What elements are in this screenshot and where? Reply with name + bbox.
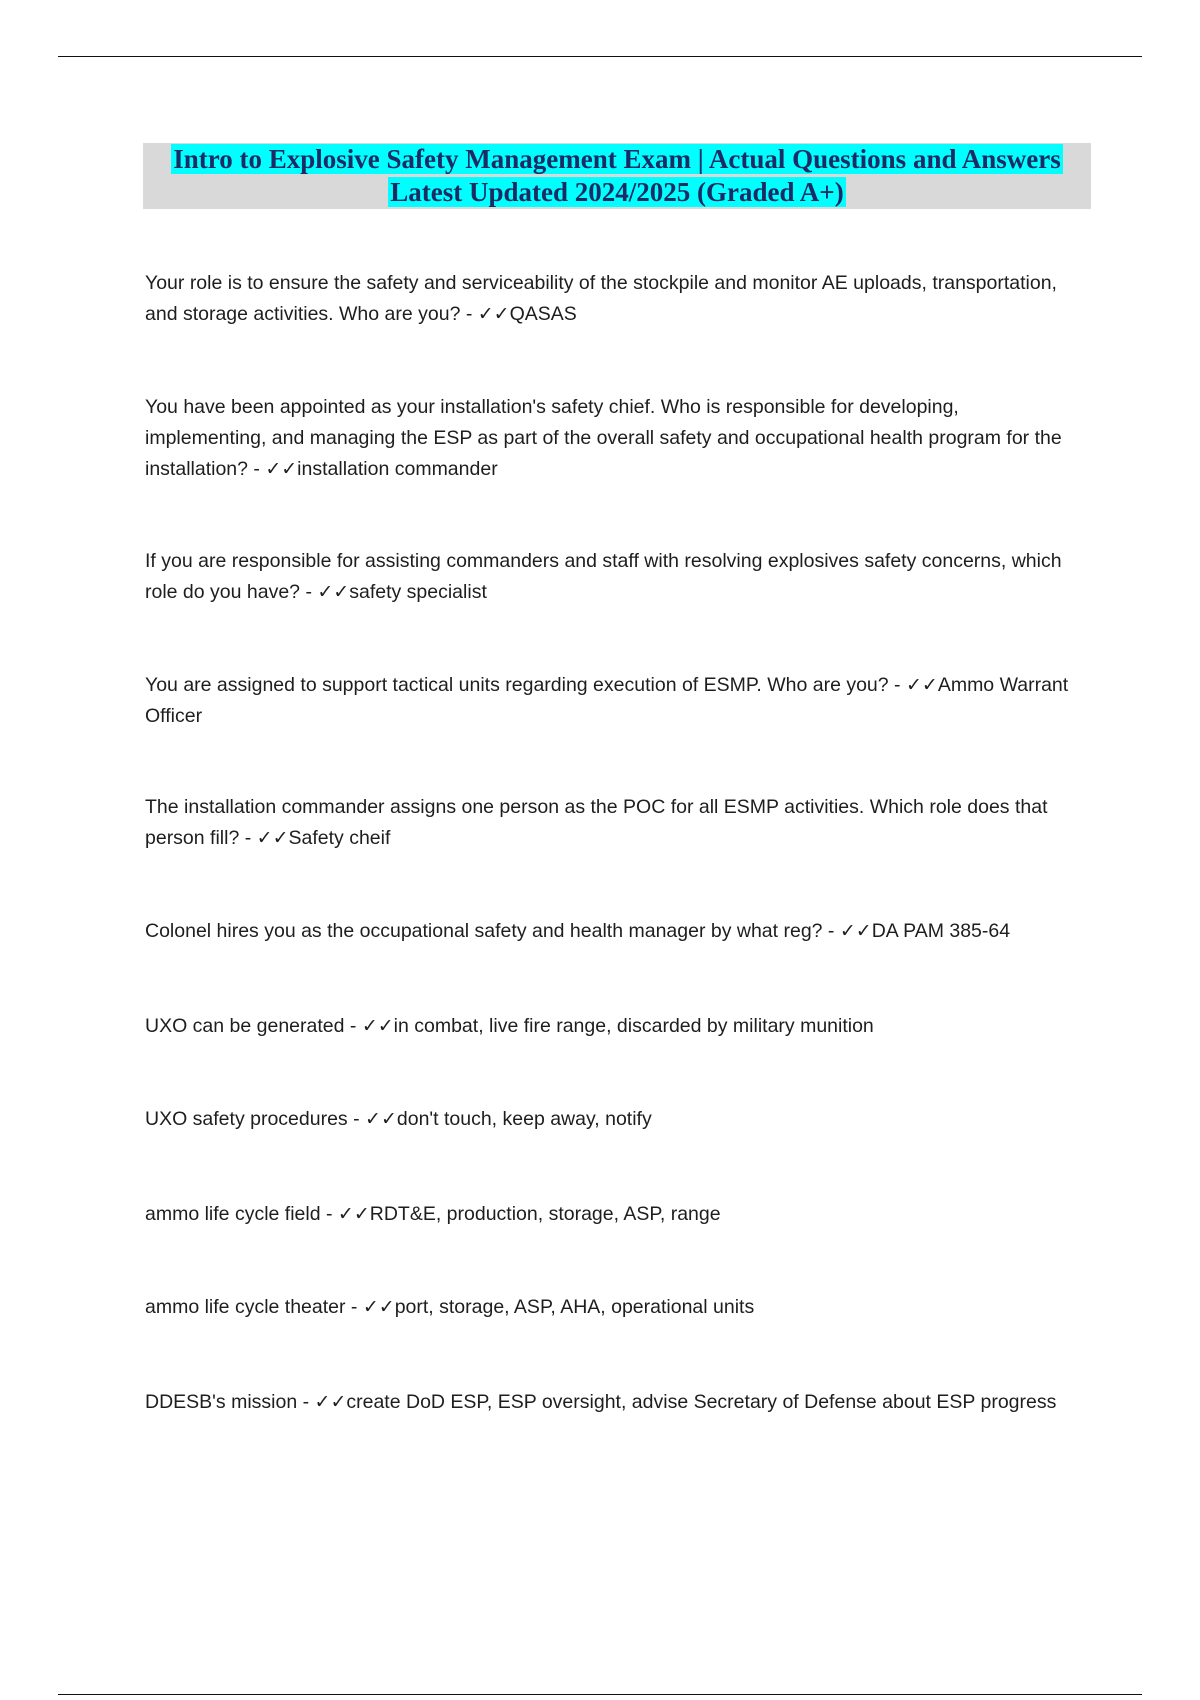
check-mark-icon: ✓✓ bbox=[256, 827, 289, 849]
check-mark-icon: ✓✓ bbox=[361, 1015, 394, 1037]
answer-text: in combat, live fire range, discarded by military munition bbox=[393, 1015, 874, 1037]
top-rule bbox=[58, 56, 1142, 57]
separator: - bbox=[320, 1203, 338, 1225]
check-mark-icon: ✓✓ bbox=[317, 581, 350, 603]
qa-item bbox=[145, 1104, 1085, 1135]
separator: - bbox=[300, 581, 318, 603]
qa-item bbox=[145, 1387, 1085, 1418]
answer-text: QASAS bbox=[509, 303, 577, 325]
title-line-1: Intro to Explosive Safety Management Exam | Actual Questions and Answers bbox=[173, 144, 1061, 174]
question-text: DDESB's mission bbox=[145, 1391, 298, 1413]
qa-item bbox=[145, 916, 1085, 947]
separator: - bbox=[347, 1108, 366, 1130]
answer-text: RDT&E, production, storage, ASP, range bbox=[369, 1203, 721, 1225]
question-text: ammo life cycle field bbox=[145, 1203, 321, 1225]
answer-text: safety specialist bbox=[349, 581, 487, 603]
answer-text: DA PAM 385-64 bbox=[871, 920, 1011, 942]
separator: - bbox=[888, 674, 906, 696]
qa-item bbox=[145, 670, 1085, 732]
check-mark-icon: ✓✓ bbox=[477, 303, 510, 325]
qa-item bbox=[145, 392, 1085, 485]
separator: - bbox=[822, 920, 840, 942]
separator: - bbox=[297, 1391, 315, 1413]
separator: - bbox=[344, 1015, 362, 1037]
separator: - bbox=[460, 303, 478, 325]
check-mark-icon: ✓✓ bbox=[265, 458, 298, 480]
answer-text: port, storage, ASP, AHA, operational units bbox=[394, 1296, 755, 1318]
question-text: You have been appointed as your installation's safety chief. Who is responsible for developing, implementing, and managing the ESP as part of the overall safety and occupational health program for the installation? bbox=[145, 396, 1062, 480]
answer-text: Ammo Warrant Officer bbox=[145, 674, 1069, 727]
check-mark-icon: ✓✓ bbox=[365, 1108, 397, 1130]
qa-item bbox=[145, 1292, 1085, 1323]
question-text: You are assigned to support tactical units regarding execution of ESMP. Who are you? bbox=[145, 674, 889, 696]
qa-item bbox=[145, 546, 1085, 608]
question-text: Colonel hires you as the occupational safety and health manager by what reg? bbox=[145, 920, 823, 942]
question-text: If you are responsible for assisting commanders and staff with resolving explosives safety concerns, which role do you have? bbox=[145, 550, 1062, 603]
separator: - bbox=[247, 458, 266, 480]
answer-text: create DoD ESP, ESP oversight, advise Secretary of Defense about ESP progress bbox=[346, 1391, 1057, 1413]
question-text: Your role is to ensure the safety and serviceability of the stockpile and monitor AE uploads, transportation, and storage activities. Who are you? bbox=[145, 272, 1057, 325]
qa-item bbox=[145, 268, 1085, 330]
document-title bbox=[143, 143, 1091, 209]
question-text: ammo life cycle theater bbox=[145, 1296, 346, 1318]
check-mark-icon: ✓✓ bbox=[905, 674, 938, 696]
question-text: UXO can be generated bbox=[145, 1015, 345, 1037]
answer-text: don't touch, keep away, notify bbox=[396, 1108, 652, 1130]
bottom-rule bbox=[58, 1694, 1142, 1695]
qa-item bbox=[145, 792, 1085, 854]
qa-item bbox=[145, 1199, 1085, 1230]
check-mark-icon: ✓✓ bbox=[362, 1296, 395, 1318]
check-mark-icon: ✓✓ bbox=[314, 1391, 347, 1413]
question-text: UXO safety procedures bbox=[145, 1108, 348, 1130]
qa-item bbox=[145, 1011, 1085, 1042]
check-mark-icon: ✓✓ bbox=[839, 920, 872, 942]
answer-text: installation commander bbox=[297, 458, 498, 480]
separator: - bbox=[239, 827, 257, 849]
question-text: The installation commander assigns one person as the POC for all ESMP activities. Which role does that person fill? bbox=[145, 796, 1048, 849]
answer-text: Safety cheif bbox=[288, 827, 391, 849]
title-line-2: Latest Updated 2024/2025 (Graded A+) bbox=[390, 177, 844, 207]
separator: - bbox=[345, 1296, 363, 1318]
check-mark-icon: ✓✓ bbox=[337, 1203, 370, 1225]
